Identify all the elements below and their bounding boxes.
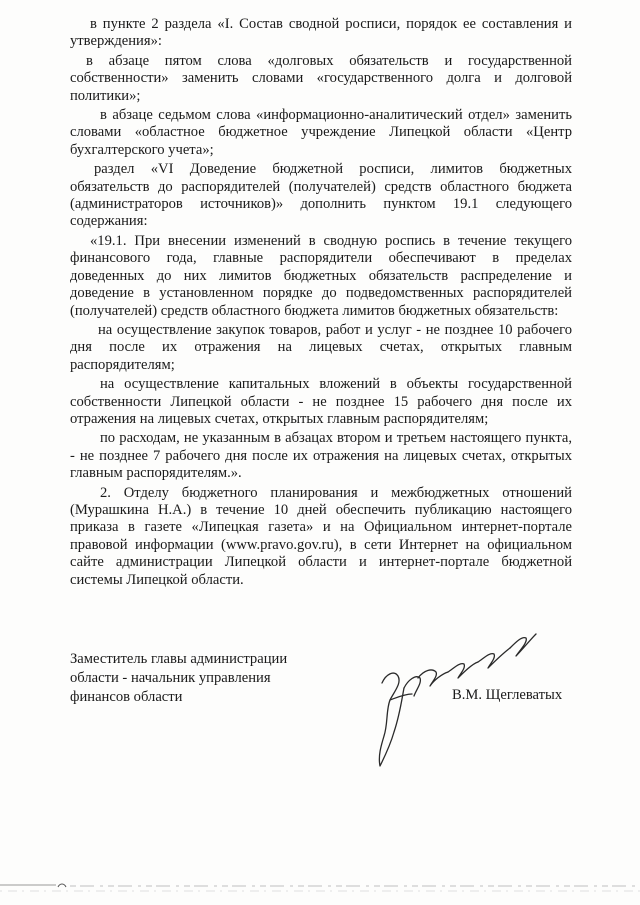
paragraph-2: в абзаце пятом слова «долговых обязательств и государственной собственности» заменить словами «государственного долга и долговой политики»; — [70, 52, 572, 104]
signatory-title-line-3: финансов области — [70, 689, 183, 705]
paragraph-1: в пункте 2 раздела «I. Состав сводной росписи, порядок ее составления и утверждения»: — [70, 16, 572, 50]
paragraph-7: на осуществление капитальных вложений в объекты государственной собственности Липецкой области - не позднее 15 рабочего дня после их отражения на лицевых счетах, открытых главным распорядителям; — [70, 376, 572, 427]
paragraph-5: «19.1. При внесении изменений в сводную роспись в течение текущего финансового года, главные распорядители обеспечивают в пределах доведенных до них лимитов бюджетных обязательств распределение и доведение в установленном порядке до подведомственных распорядителей (получателей) средств областного бюджета лимитов бюджетных обязательств: — [70, 232, 572, 319]
signatory-title-line-1: Заместитель главы администрации — [70, 651, 288, 667]
paragraph-6: на осуществление закупок товаров, работ и услуг - не позднее 10 рабочего дня после их отражения на лицевых счетах, открытых главным распорядителям; — [70, 321, 572, 373]
signatory-title — [70, 650, 350, 707]
signature-block — [70, 650, 570, 770]
paragraph-8: по расходам, не указанным в абзацах втором и третьем настоящего пункта, - не позднее 7 рабочего дня после их отражения на лицевых счетах, открытых главным распорядителям.». — [70, 430, 572, 482]
paragraph-3: в абзаце седьмом слова «информационно-аналитический отдел» заменить словами «областное бюджетное учреждение Липецкой области «Центр бухгалтерского учета»; — [70, 107, 572, 158]
document-body — [70, 16, 572, 591]
signatory-title-line-2: области - начальник управления — [70, 670, 271, 686]
signatory-name: В.М. Щеглеватых — [452, 687, 563, 703]
paragraph-4: раздел «VI Доведение бюджетной росписи, лимитов бюджетных обязательств до распорядителей (получателей) средств областного бюджета (администраторов источников)» дополнить пунктом 19.1 следующего содержания: — [70, 161, 572, 230]
paragraph-9: 2. Отделу бюджетного планирования и межбюджетных отношений (Мурашкина Н.А.) в течение 10 дней обеспечить публикацию настоящего приказа в газете «Липецкая газета» и на Официальном интернет-портале правовой информации (www.pravo.gov.ru), в сети Интернет на официальном сайте администрации Липецкой области и интернет-портале бюджетной системы Липецкой области. — [70, 484, 572, 588]
scan-footer-artifact — [0, 883, 640, 893]
